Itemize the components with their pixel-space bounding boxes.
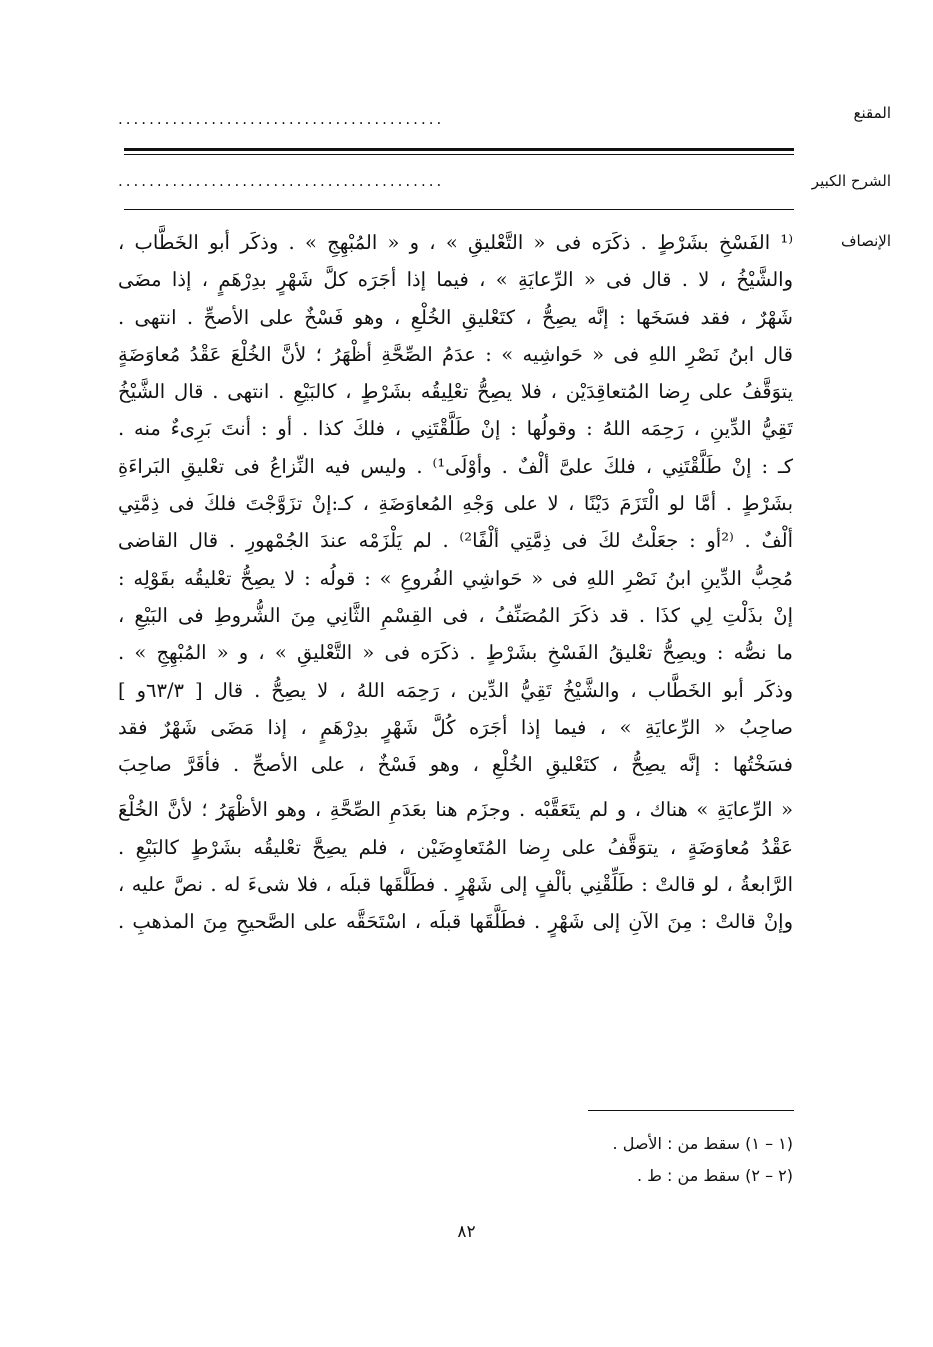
header-rule-thick bbox=[124, 148, 794, 151]
muqni-label: المقنع bbox=[853, 104, 891, 122]
body-line: قال ابنُ نَصْرِ اللهِ فى « حَواشِيه » : عدَمُ الصِّحَّةِ أظْهَرُ ؛ لأنَّ الخُلْعَ عَقْدُ مُعاوَضَةٍ bbox=[118, 342, 793, 366]
page-number: ٨٢ bbox=[457, 1222, 476, 1242]
body-line: والشَّيْخُ ، لا . قال فى « الرِّعايَةِ » ، فيما إذا أجَرَه كلَّ شَهْرٍ بدِرْهَمٍ ، إذا مضَى bbox=[118, 268, 793, 292]
body-line: ⁽¹ الفَسْخِ بشَرْطٍ . ذكَرَه فى « التَّعْليقِ » ، و « المُبْهِجِ » . وذكَر أبو الخَطَّاب ، bbox=[118, 231, 793, 254]
body-line: مُحِبُّ الدِّينِ ابنُ نَصْرِ اللهِ فى « حَواشِي الفُروعِ » : قولُه : لا يصِحُّ تعْليقُه بقَوْلِه : bbox=[118, 566, 793, 590]
body-line: فسَخْتُها : إنَّه يصِحُّ ، كتَعْليقِ الخُلْعِ ، وهو فَسْخٌ ، على الأصحِّ . فأقَرَّ صاحِبَ bbox=[118, 753, 793, 777]
body-line: تَقِيُّ الدِّينِ ، رَحِمَه اللهُ : وقولُها : إنْ طَلَّقْتَنِي ، فلكَ كذا . أو : أنتَ بَرِىءٌ منه . bbox=[118, 417, 793, 441]
body-line: بشَرْطٍ . أمَّا لو الْتَزَمَ دَيْنًا ، لا على وَجْهِ المُعاوَضَةِ ، كـ:إنْ تزَوَّجْتَ فلكَ فى ذِمَّتِي bbox=[118, 492, 793, 516]
body-line: ما نصُّه : ويصِحُّ تعْليقُ الفَسْخِ بشَرْطٍ . ذكَرَه فى « التَّعْليقِ » ، و « المُبْهِجِ » . bbox=[118, 641, 793, 665]
body-line: عَقْدُ مُعاوَضَةٍ ، يتوَقَّفُ على رِضا المُتَعاوِضَيْن ، فلم يصِحَّ تعْليقُه بشَرْطٍ كالبَيْعِ . bbox=[118, 835, 793, 859]
sharh-label: الشرح الكبير bbox=[811, 172, 891, 190]
body-line: ألْفٌ . ⁽²أو : جعَلْتُ لكَ فى ذِمَّتِي ألْفًا²⁾ . لم يَلْزَمْه عندَ الجُمْهورِ . قال القاضى bbox=[118, 529, 793, 553]
footnote-2: (٢ – ٢) سقط من : ط . bbox=[637, 1166, 793, 1185]
footnote-separator bbox=[588, 1110, 794, 1111]
sharh-rule bbox=[124, 209, 794, 210]
body-line: « الرِّعايَةِ » هناك ، و لم يتَعَقَّبْه . وجزَم هنا بعَدَمِ الصِّحَّةِ ، وهو الأظْهَرُ ؛ لأنَّ الخُلْعَ bbox=[118, 798, 793, 822]
footnotes bbox=[613, 1128, 793, 1192]
sharh-dots: .......................................... bbox=[118, 172, 445, 190]
body-line: إنْ بذَلْتِ لِي كذَا . قد ذكَرَ المُصَنِّفُ ، فى القِسْمِ الثَّانِي مِنَ الشُّروطِ فى البَيْعِ ، bbox=[118, 603, 793, 627]
body-line: وذكَر أبو الخَطَّاب ، والشَّيْخُ تَقِيُّ الدِّين ، رَحِمَه اللهُ ، لا يصِحُّ . قال [ ٦٣/٣و ] bbox=[118, 678, 793, 702]
header-rule-thin bbox=[124, 154, 794, 155]
body-line: وإنْ قالتْ : مِنَ الآنِ إلى شَهْرٍ . فطَلَّقَها قبلَه ، اسْتَحَقَّه على الصَّحيحِ مِنَ المذهبِ . bbox=[118, 910, 793, 934]
body-line: الرَّابعةُ ، لو قالتْ : طَلِّقْنِي بألْفٍ إلى شَهْرٍ . فطَلَّقَها قبلَه ، فلا شىءَ له . نصَّ عليه ، bbox=[118, 873, 793, 897]
body-line: يتوَقَّفُ على رِضا المُتعاقِدَيْن ، فلا يصِحُّ تعْلِيقُه بشَرْطٍ ، كالبَيْعِ . انتهى . قال الشَّيْخُ bbox=[118, 380, 793, 404]
body-line: شَهْرٌ ، فقد فسَخَها : إنَّه يصِحُّ ، كتَعْليقِ الخُلْعِ ، وهو فَسْخٌ على الأصحِّ . انتهى . bbox=[118, 305, 793, 329]
insaf-label: الإنصاف bbox=[840, 232, 891, 250]
body-line: كـ : إنْ طَلَّقْتَنِي ، فلكَ علىَّ ألْفٌ . وأوْلَى¹⁾ . وليس فيه النِّزاعُ فى تعْليقِ البَراءَةِ bbox=[118, 454, 793, 478]
muqni-dots: .......................................... bbox=[118, 110, 445, 128]
body-line: صاحِبُ « الرِّعايَةِ » ، فيما إذا أجَرَه كُلَّ شَهْرٍ بدِرْهَمٍ ، إذا مَضَى شَهْرٌ فقد bbox=[118, 715, 793, 739]
footnote-1: (١ – ١) سقط من : الأصل . bbox=[612, 1134, 793, 1153]
insaf-body-text bbox=[118, 224, 793, 941]
